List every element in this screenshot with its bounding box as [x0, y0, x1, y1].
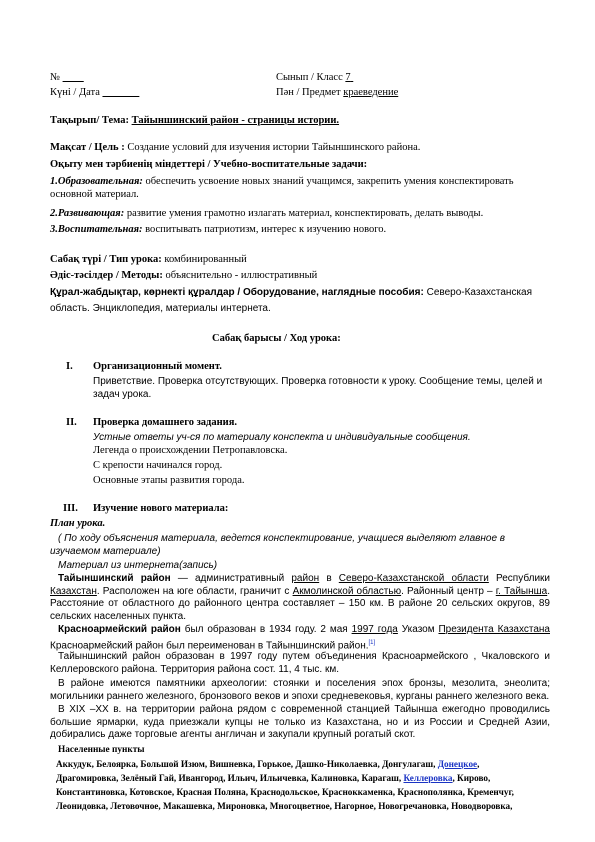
footnote-ref[interactable]: [1] [368, 639, 376, 646]
task-upbringing [50, 224, 386, 235]
section-2-number: II. [66, 417, 77, 428]
equipment-value-1: Северо-Казахстанская [426, 287, 533, 298]
settlements-title: Населенные пункты [58, 745, 145, 755]
date-line [50, 87, 139, 98]
lesson-type-value: комбинированный [164, 254, 247, 265]
section-3-number: III. [63, 503, 78, 514]
date-label: Күні / Дата [50, 87, 100, 98]
article-paragraph-3: Тайыншинский район образован в 1997 году путем объединения Красноармейского , Чкаловского и Келлеровского района. Территория района сост. 11, 4 тыс. км. [50, 651, 550, 675]
district-name: Тайыншинский район [58, 573, 171, 584]
link-donetskoe[interactable]: Донецкое [437, 759, 478, 769]
section-2-line-3: Основные этапы развития города. [93, 475, 245, 486]
lesson-type-line [50, 254, 247, 265]
link-1997[interactable]: 1997 года [351, 624, 398, 635]
settlements-line-4: Леонидовка, Летовочное, Макашевка, Мироновка, Многоцветное, Нагорное, Новогречановка, Новодворовка, [56, 801, 513, 811]
number-value: ____ [62, 72, 84, 83]
methods-label: Әдіс-тәсілдер / Методы: [50, 270, 163, 281]
link-president[interactable]: Президента Казахстана [438, 624, 550, 635]
lesson-type-label: Сабақ түрі / Тип урока: [50, 254, 162, 265]
topic-line [50, 115, 339, 126]
lesson-number [50, 72, 84, 83]
lesson-course-title: Сабақ барысы / Ход урока: [212, 333, 341, 344]
task2-label: 2.Развивающая: [50, 208, 125, 219]
date-value: _______ [102, 87, 140, 98]
topic-value: Тайыншинский район - страницы истории. [131, 115, 340, 126]
link-akmola[interactable]: Акмолинской областью [292, 585, 402, 597]
plan-source: Материал из интернета(запись) [58, 560, 218, 571]
link-north-kazakhstan[interactable]: Северо-Казахстанской области [338, 573, 489, 584]
methods-line [50, 270, 317, 281]
class-label: Сынып / Класс [276, 72, 343, 83]
subject-line [276, 87, 398, 98]
goal-text: Создание условий для изучения истории Тайыншинского района. [127, 142, 421, 153]
plan-title: План урока. [50, 518, 106, 529]
link-kazakhstan[interactable]: Казахстан [50, 585, 97, 597]
section-1-body: Приветствие. Проверка отсутствующих. Проверка готовности к уроку. Сообщение темы, целей и задач урока. [93, 376, 543, 401]
subject-label: Пән / Предмет [276, 87, 341, 98]
settlements-line-3: Константиновка, Котовское, Красная Поляна, Краснодольское, Красноккаменка, Краснополянка, Кременчуг, [56, 787, 514, 797]
link-district[interactable]: район [291, 573, 320, 584]
equipment-line-2: область. Энциклопедия, материалы интернета. [50, 303, 271, 314]
article-paragraph-2: Красноармейский район был образован в 1934 году. 2 мая 1997 года Указом Президента Казахстана Красноармейский район был переименован в Тайыншинский район.[1] [50, 624, 550, 651]
section-1-number: I. [66, 361, 73, 372]
section-3-title: Изучение нового материала: [93, 503, 229, 514]
task3-label: 3.Воспитательная: [50, 224, 143, 235]
plan-note: ( По ходу объяснения материала, ведется конспектирование, учащиеся выделяют главное в изучаемом материале) [50, 533, 506, 558]
equipment-label: Құрал-жабдықтар, көрнекті құралдар / Оборудование, наглядные пособия: [50, 287, 424, 298]
section-2-italic: Устные ответы уч-ся по материалу конспекта и индивидуальные сообщения. [93, 432, 471, 443]
class-line [276, 72, 353, 83]
section-2-line-2: С крепости начинался город. [93, 460, 223, 471]
tasks-heading: Оқыту мен тәрбиенің міндеттері / Учебно-воспитательные задачи: [50, 159, 368, 170]
section-2-line-1: Легенда о происхождении Петропавловска. [93, 445, 288, 456]
equipment-line [50, 287, 532, 298]
goal-label: Мақсат / Цель : [50, 142, 125, 153]
section-1-title: Организационный момент. [93, 361, 222, 372]
class-value: 7 [345, 72, 351, 83]
goal-line [50, 142, 420, 153]
article-paragraph-4: В районе имеются памятники археологии: стоянки и поселения эпох бронзы, мезолита, энеолита; могильники раннего железного, бронзового веков и эпохи средневековья, курганы раннего железного века. [50, 678, 550, 702]
krasnoarmeysky-name: Красноармейский район [58, 624, 181, 635]
task-educational [50, 175, 550, 201]
task-developing [50, 208, 483, 219]
settlements-line-2: Драгомировка, Зелёный Гай, Ивангород, Ильич, Ильичевка, Калиновка, Карагаш, Келлеровка, Кирово, [56, 773, 491, 783]
article-paragraph-5: В XIX –XX в. на территории района рядом с современной станцией Тайынша ежегодно проводились большие ярмарки, куда приезжали купцы не только из Казахстана, но и из России и Средней Азии, добирались даже торговые агенты англичан и закупали крупный рогатый скот. [50, 704, 550, 741]
subject-value: краеведение [343, 87, 399, 98]
task3-text: воспитывать патриотизм, интерес к изучению нового. [145, 224, 387, 235]
section-2-title: Проверка домашнего задания. [93, 417, 238, 428]
settlements-line-1: Аккудук, Белоярка, Большой Изюм, Вишневка, Горькое, Дашко-Николаевка, Донгулагаш, Донецкое, [56, 759, 480, 769]
task2-text: развитие умения грамотно излагать материал, конспектировать, делать выводы. [126, 208, 484, 219]
link-kellerovka[interactable]: Келлеровка [403, 773, 453, 783]
methods-value: объяснительно - иллюстративный [165, 270, 318, 281]
number-label: № [50, 72, 61, 83]
topic-label: Тақырып/ Тема: [50, 115, 129, 126]
link-tayynsha[interactable]: г. Тайынша [495, 585, 548, 597]
article-paragraph-1: Тайыншинский район — административный район в Северо-Казахстанской области Республики Казахстан. Расположен на юге области, граничит с Акмолинской областью. Районный центр – г. Тайынша. Расстояние от областного до районного центра составляет – 150 км. В районе 20 сельских округов, 89 сельских населенных пункта. [50, 573, 550, 622]
task1-label: 1.Образовательная: [50, 176, 143, 187]
task1-text: обеспечить усвоение новых знаний учащимся, закрепить умения конспектировать основной материал. [50, 176, 514, 201]
